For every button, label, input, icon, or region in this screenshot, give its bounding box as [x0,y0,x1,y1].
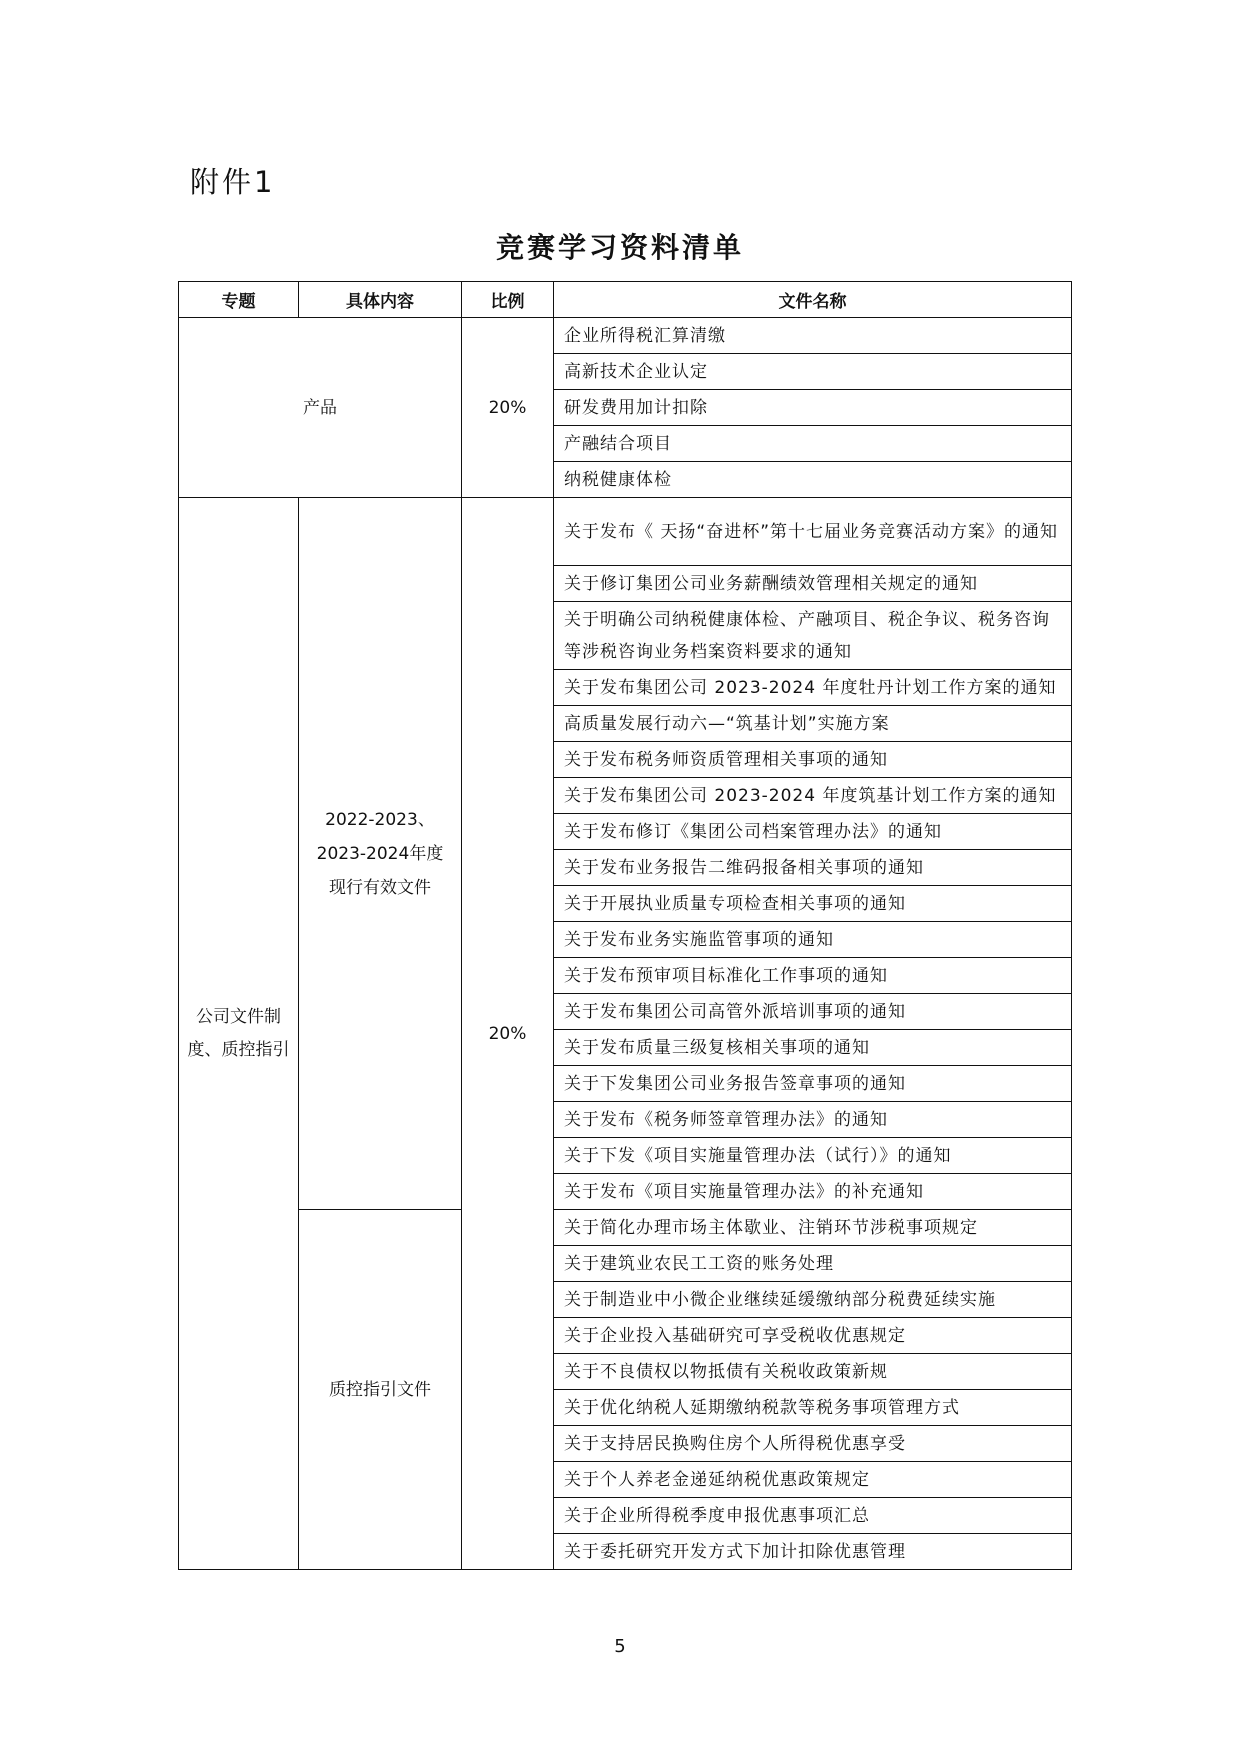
materials-table [178,281,1072,1570]
file-name: 关于下发集团公司业务报告签章事项的通知 [554,1066,1072,1102]
file-name: 研发费用加计扣除 [554,390,1072,426]
section2-sub2-content: 质控指引文件 [299,1210,462,1570]
page-number: 5 [614,1636,626,1657]
file-name: 关于修订集团公司业务薪酬绩效管理相关规定的通知 [554,566,1072,602]
section1-ratio: 20% [462,318,554,498]
document-title: 竞赛学习资料清单 [495,231,744,264]
header-content: 具体内容 [299,282,462,318]
file-name: 关于发布《 天扬“奋进杯”第十七届业务竞赛活动方案》的通知 [554,498,1072,566]
file-name: 关于企业投入基础研究可享受税收优惠规定 [554,1318,1072,1354]
file-name: 关于发布税务师资质管理相关事项的通知 [554,742,1072,778]
file-name: 关于发布质量三级复核相关事项的通知 [554,1030,1072,1066]
file-name: 关于个人养老金递延纳税优惠政策规定 [554,1462,1072,1498]
file-name: 关于发布集团公司高管外派培训事项的通知 [554,994,1072,1030]
file-name: 关于发布修订《集团公司档案管理办法》的通知 [554,814,1072,850]
file-name: 关于发布业务实施监管事项的通知 [554,922,1072,958]
file-name: 产融结合项目 [554,426,1072,462]
file-name: 关于发布业务报告二维码报备相关事项的通知 [554,850,1072,886]
file-name: 纳税健康体检 [554,462,1072,498]
file-name: 高新技术企业认定 [554,354,1072,390]
file-name: 关于企业所得税季度申报优惠事项汇总 [554,1498,1072,1534]
table-row [179,318,1072,354]
file-name: 高质量发展行动六—“筑基计划”实施方案 [554,706,1072,742]
file-name: 关于不良债权以物抵债有关税收政策新规 [554,1354,1072,1390]
file-name: 关于下发《项目实施量管理办法（试行）》的通知 [554,1138,1072,1174]
file-name: 关于发布集团公司 2023-2024 年度筑基计划工作方案的通知 [554,778,1072,814]
file-name: 关于简化办理市场主体歇业、注销环节涉税事项规定 [554,1210,1072,1246]
file-name: 关于开展执业质量专项检查相关事项的通知 [554,886,1072,922]
file-name: 关于建筑业农民工工资的账务处理 [554,1246,1072,1282]
section2-sub1-content: 2022-2023、2023-2024年度现行有效文件 [299,498,462,1210]
file-name: 关于发布《税务师签章管理办法》的通知 [554,1102,1072,1138]
file-name: 关于发布《项目实施量管理办法》的补充通知 [554,1174,1072,1210]
section2-ratio: 20% [462,498,554,1570]
header-files: 文件名称 [554,282,1072,318]
file-name: 关于委托研究开发方式下加计扣除优惠管理 [554,1534,1072,1570]
section2-topic: 公司文件制度、质控指引 [179,498,299,1570]
header-topic: 专题 [179,282,299,318]
file-name: 关于发布预审项目标准化工作事项的通知 [554,958,1072,994]
file-name: 关于支持居民换购住房个人所得税优惠享受 [554,1426,1072,1462]
section1-topic: 产品 [179,318,462,498]
file-name: 企业所得税汇算清缴 [554,318,1072,354]
file-name: 关于明确公司纳税健康体检、产融项目、税企争议、税务咨询等涉税咨询业务档案资料要求的通知 [554,602,1072,670]
header-ratio: 比例 [462,282,554,318]
attachment-label: 附件1 [190,165,276,199]
file-name: 关于优化纳税人延期缴纳税款等税务事项管理方式 [554,1390,1072,1426]
file-name: 关于发布集团公司 2023-2024 年度牡丹计划工作方案的通知 [554,670,1072,706]
table-row [179,1210,1072,1246]
table-header-row [179,282,1072,318]
table-row [179,498,1072,566]
file-name: 关于制造业中小微企业继续延缓缴纳部分税费延续实施 [554,1282,1072,1318]
